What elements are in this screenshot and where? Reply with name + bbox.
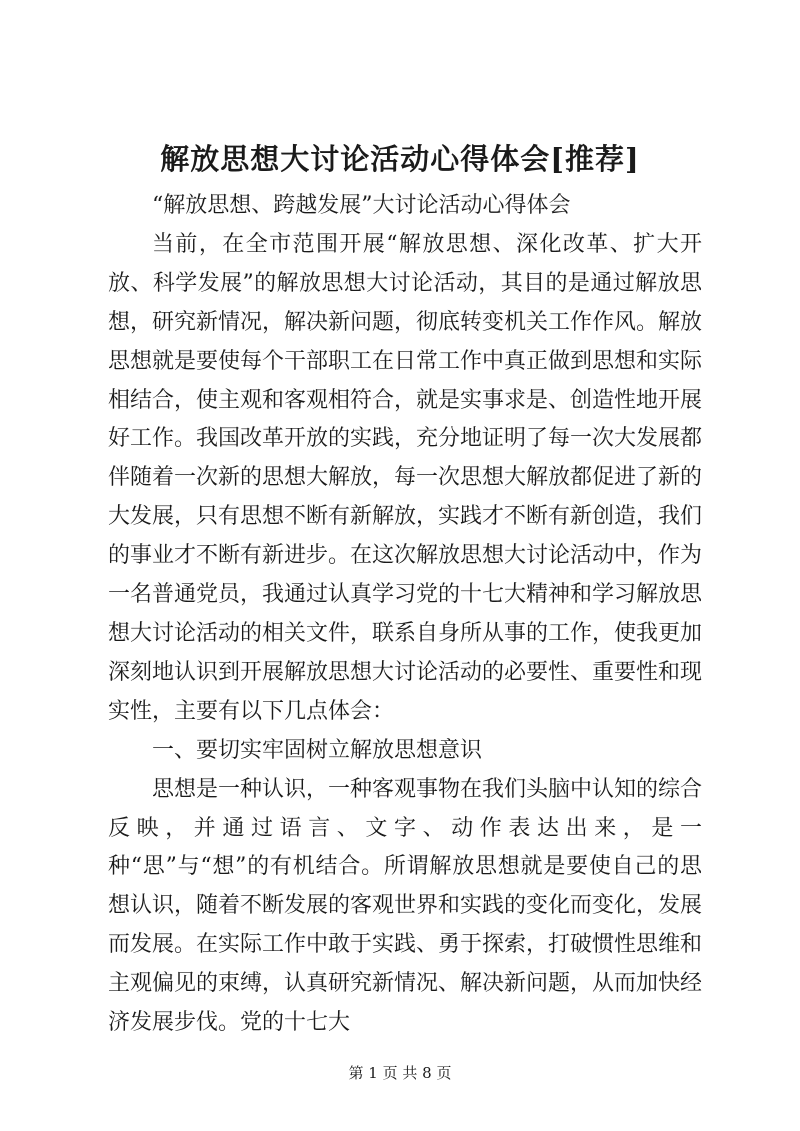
document-title: 解放思想大讨论活动心得体会[推荐] [160, 142, 640, 176]
page-footer: 第 1 页 共 8 页 [348, 1064, 452, 1082]
document-body [108, 187, 702, 1043]
subtitle-paragraph: “解放思想、跨越发展”大讨论活动心得体会 [152, 193, 571, 218]
body-paragraph: 当前，在全市范围开展“解放思想、深化改革、扩大开放、科学发展”的解放思想大讨论活动，其目的是通过解放思想，研究新情况，解决新问题，彻底转变机关工作作风。解放思想就是要使每个干部职工在日常工作中真正做到思想和实际相结合，使主观和客观相符合，就是实事求是、创造性地开展好工作。我国改革开放的实践，充分地证明了每一次大发展都伴随着一次新的思想大解放，每一次思想大解放都促进了新的大发展，只有思想不断有新解放，实践才不断有新创造，我们的事业才不断有新进步。在这次解放思想大讨论活动中，作为一名普通党员，我通过认真学习党的十七大精神和学习解放思想大讨论活动的相关文件，联系自身所从事的工作，使我更加深刻地认识到开展解放思想大讨论活动的必要性、重要性和现实性，主要有以下几点体会： [108, 231, 703, 724]
body-paragraph: 思想是一种认识，一种客观事物在我们头脑中认知的综合反映，并通过语言、文字、动作表达出来，是一种“思”与“想”的有机结合。所谓解放思想就是要使自己的思想认识，随着不断发展的客观世界和实践的变化而变化，发展而发展。在实际工作中敢于实践、勇于探索，打破惯性思维和主观偏见的束缚，认真研究新情况、解决新问题，从而加快经济发展步伐。党的十七大 [108, 776, 703, 1036]
section-heading: 一、要切实牢固树立解放思想意识 [152, 737, 483, 763]
